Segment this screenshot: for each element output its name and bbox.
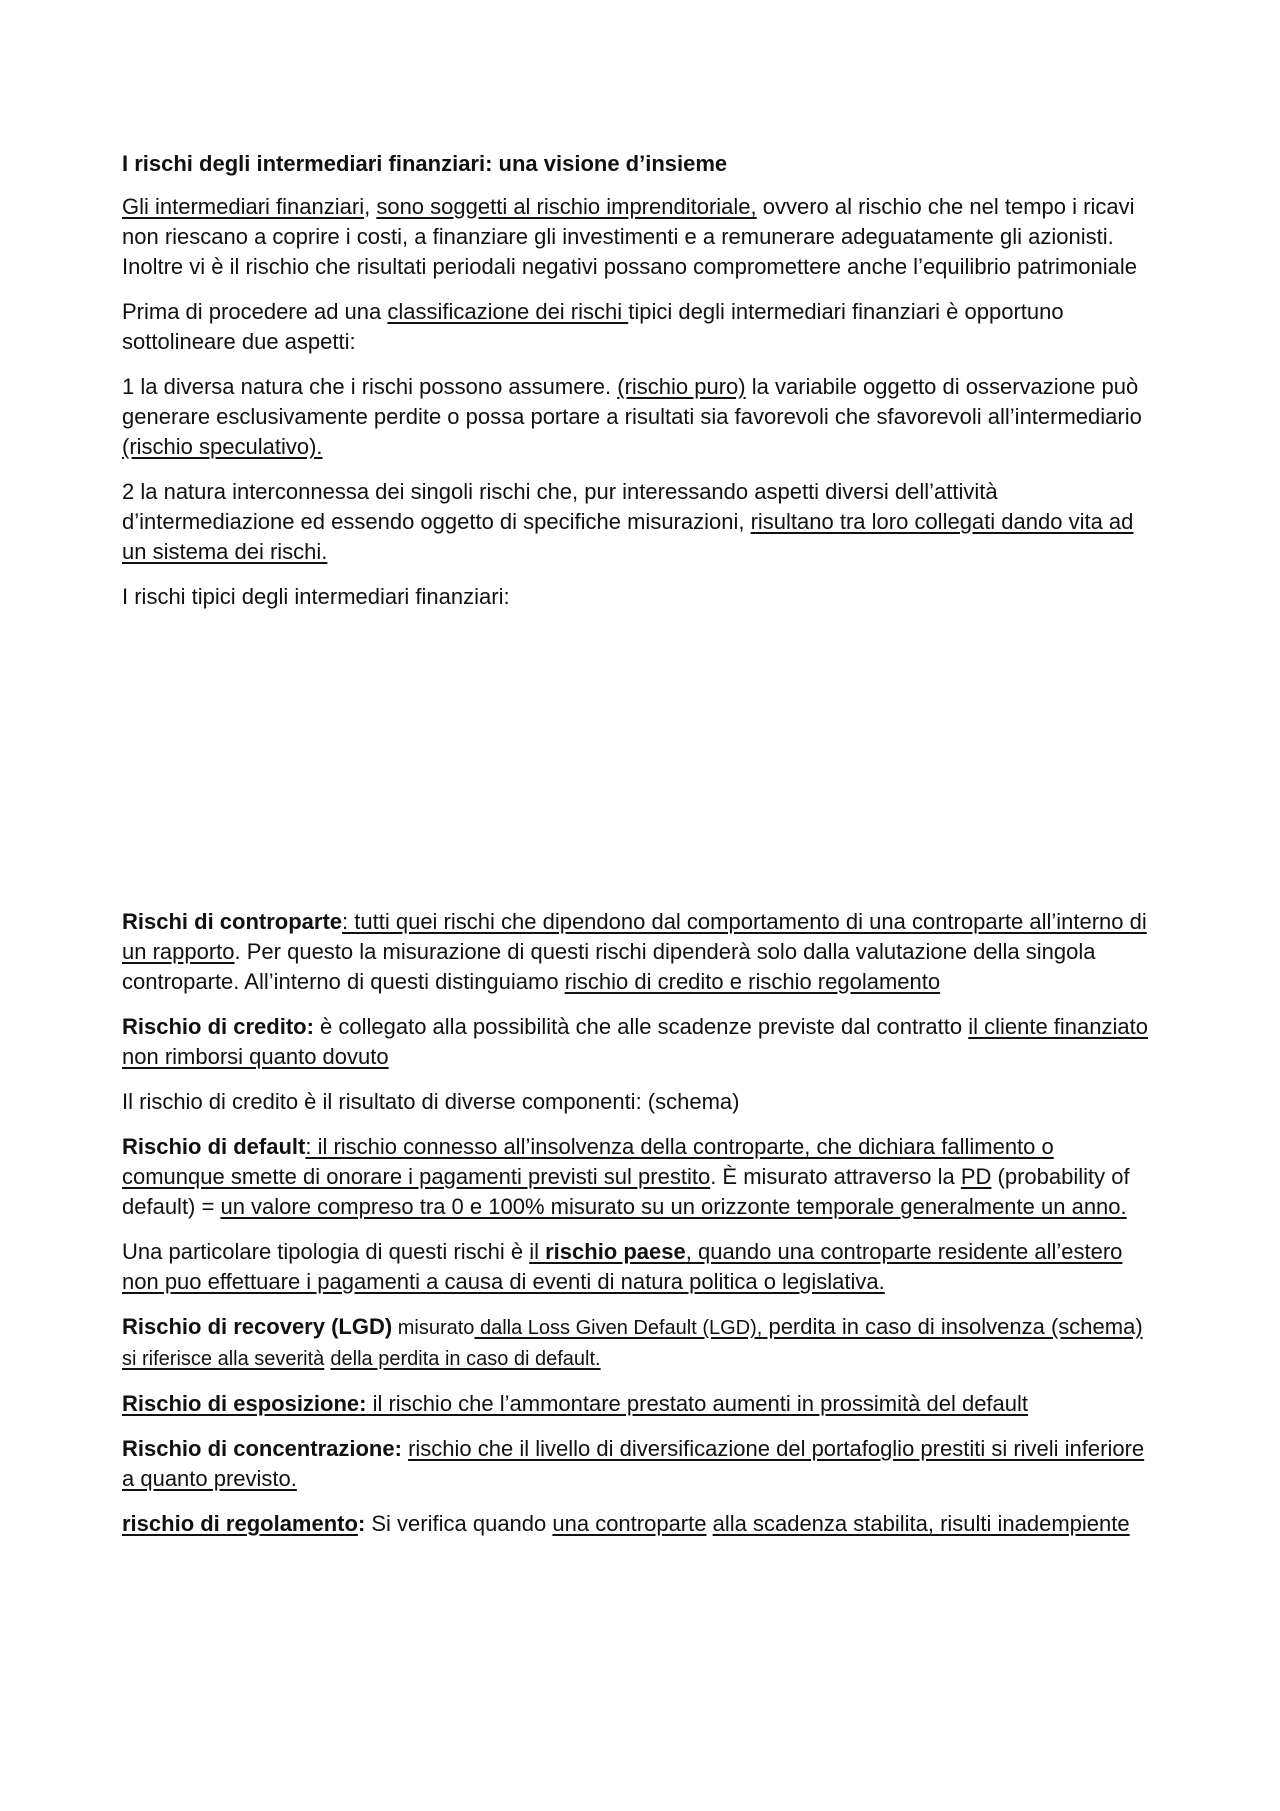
paragraph-rischi-tipici: I rischi tipici degli intermediari finanziari:	[122, 584, 510, 609]
paragraph-rischio-paese	[122, 1237, 1162, 1297]
text-span: classificazione dei rischi	[387, 299, 629, 324]
document-page	[122, 150, 1162, 1554]
text-span: (rischio puro)	[617, 374, 746, 399]
text-span: 2 la natura interconnessa dei singoli rischi che, pur interessando aspetti diversi dell’attività d’intermediazione ed essendo oggetto di specifiche misurazioni,	[122, 479, 998, 534]
text-span: la variabile oggetto di osservazione può generare esclusivamente perdite o possa portare a risultati sia favorevoli che sfavorevoli all’intermediario	[122, 374, 1142, 429]
text-span: Rischio di esposizione:	[122, 1391, 367, 1416]
text-span: Rischi di controparte	[122, 909, 343, 934]
text-span: rischio di regolamento	[122, 1511, 358, 1536]
text-span: dalla Loss Given Default (LGD),	[474, 1317, 763, 1339]
text-span: il	[529, 1239, 546, 1264]
text-span: un valore compreso tra 0 e 100% misurato su un orizzonte temporale generalmente un anno.	[220, 1194, 1127, 1219]
paragraph-aspetto-1	[122, 372, 1162, 462]
text-span: Rischio di credito:	[122, 1014, 314, 1039]
text-span: : tutti quei rischi che dipendono dal comportamento di una controparte all’interno di un rapporto	[122, 909, 1147, 964]
paragraph-rischio-credito	[122, 1012, 1162, 1072]
text-span: Prima di procedere ad una	[122, 299, 388, 324]
document-title: I rischi degli intermediari finanziari: una visione d’insieme	[122, 151, 728, 176]
paragraph-rischio-regolamento	[122, 1509, 1162, 1539]
text-span: si riferisce alla severità	[122, 1348, 325, 1370]
text-span: una controparte	[552, 1511, 707, 1536]
text-span: Una particolare tipologia di questi rischi è	[122, 1239, 530, 1264]
text-span: perdita in caso di insolvenza (schema)	[762, 1314, 1143, 1339]
text-span: Rischio di recovery (LGD)	[122, 1314, 393, 1339]
paragraph-aspetto-2	[122, 477, 1162, 567]
blank-space	[122, 627, 1162, 907]
text-span: sono soggetti al rischio imprenditoriale,	[376, 194, 757, 219]
text-span: rischio che il livello di diversificazione del portafoglio prestiti si riveli inferiore a quanto previsto.	[122, 1436, 1145, 1491]
text-span: risultano tra loro collegati dando vita ad un sistema dei rischi.	[122, 509, 1134, 564]
text-span: è collegato alla possibilità che alle scadenze previste dal contratto	[313, 1014, 969, 1039]
text-span: della perdita in caso di default.	[330, 1348, 601, 1370]
text-span: alla scadenza stabilita, risulti inadempiente	[712, 1511, 1130, 1536]
text-span: ,	[364, 194, 377, 219]
paragraph-rischio-default	[122, 1132, 1162, 1222]
text-span: : il rischio connesso all’insolvenza della controparte, che dichiara fallimento o comunque smette di onorare i pagamenti previsti sul prestito	[122, 1134, 1054, 1189]
text-span: . Per questo la misurazione di questi rischi dipenderà solo dalla valutazione della singola controparte. All’interno di questi distinguiamo	[122, 939, 1096, 994]
text-span: rischio di credito e rischio regolamento	[564, 969, 941, 994]
text-span: Rischio di concentrazione:	[122, 1436, 402, 1461]
text-span: . È misurato attraverso la	[710, 1164, 961, 1189]
text-span: tipici degli intermediari finanziari è opportuno sottolineare due aspetti:	[122, 299, 1064, 354]
text-span: :	[357, 1511, 366, 1536]
text-span: , quando una controparte residente all’estero non puo effettuare i pagamenti a causa di eventi di natura politica o legislativa.	[122, 1239, 1123, 1294]
text-span: ovvero al rischio che nel tempo i ricavi non riescano a coprire i costi, a finanziare gli investimenti e a remunerare adeguatamente gli azionisti. Inoltre vi è il rischio che risultati periodali negativi possano compromettere anche l’equilibrio patrimoniale	[122, 194, 1137, 279]
text-span: (probability of default) =	[122, 1164, 1130, 1219]
text-span: il cliente finanziato non rimborsi quanto dovuto	[122, 1014, 1148, 1069]
paragraph-classificazione	[122, 297, 1162, 357]
text-span: rischio paese	[545, 1239, 686, 1264]
paragraph-componenti: Il rischio di credito è il risultato di diverse componenti: (schema)	[122, 1089, 740, 1114]
text-span: Rischio di default	[122, 1134, 306, 1159]
text-span: PD	[960, 1164, 992, 1189]
paragraph-rischi-controparte	[122, 907, 1162, 997]
text-span: Si verifica quando	[365, 1511, 553, 1536]
text-span: (rischio speculativo).	[122, 434, 323, 459]
paragraph-rischio-concentrazione	[122, 1434, 1162, 1494]
paragraph-intro	[122, 192, 1162, 282]
paragraph-rischio-esposizione	[122, 1389, 1162, 1419]
paragraph-rischio-recovery	[122, 1312, 1162, 1374]
text-span: Gli intermediari finanziari	[122, 194, 365, 219]
text-span: il rischio che l’ammontare prestato aumenti in prossimità del default	[366, 1391, 1029, 1416]
text-span: 1 la diversa natura che i rischi possono assumere.	[122, 374, 618, 399]
text-span: misurato	[392, 1317, 475, 1339]
